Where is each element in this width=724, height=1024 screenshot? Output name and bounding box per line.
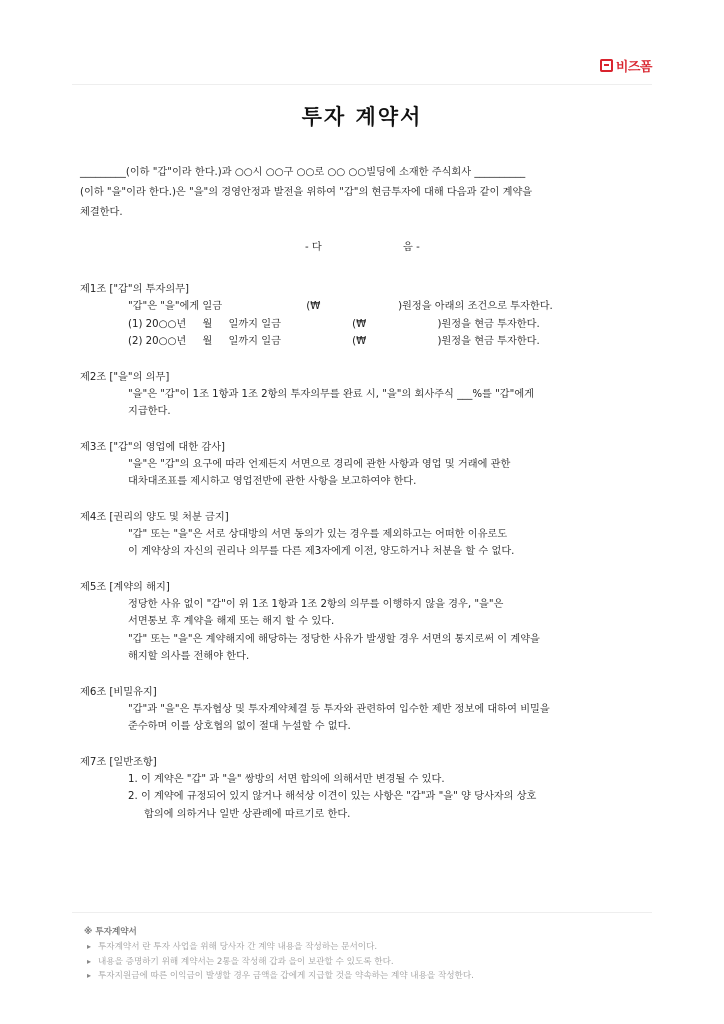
article-5 [80, 579, 650, 666]
article-1 [80, 281, 650, 351]
article-6 [80, 684, 650, 736]
da-text: - 다 [305, 242, 322, 253]
article-title: 제5조 [계약의 해지] [80, 581, 170, 593]
intro-line: _________(이하 "갑"이라 한다.)과 ○○시 ○○구 ○○로 ○○ ○○빌딩에 소재한 주식회사 __________ [80, 167, 526, 178]
article-line: 합의에 의하거나 일반 상관례에 따르기로 한다. [144, 808, 351, 820]
article-line: (1) 20○○년 월 일까지 일금 (₩ )원정을 현금 투자한다. [128, 318, 540, 330]
intro-line: 체결한다. [80, 207, 123, 218]
article-line: (2) 20○○년 월 일까지 일금 (₩ )원정을 현금 투자한다. [128, 336, 540, 347]
footer-divider [72, 912, 652, 913]
article-title: 제1조 ["갑"의 투자의무] [80, 284, 190, 295]
article-4 [80, 509, 650, 561]
article-line: 정당한 사유 없이 "갑"이 위 1조 1항과 1조 2항의 의무를 이행하지 않을 경우, "을"은 [128, 598, 504, 610]
note-item: ▸ 내용을 증명하기 위해 계약서는 2통을 작성해 갑과 을이 보관할 수 있도록 한다. [84, 955, 474, 970]
document-title: 투자 계약서 [301, 105, 423, 129]
article-line: 서면통보 후 계약을 해제 또는 해지 할 수 있다. [128, 616, 335, 627]
article-line: "갑"은 "을"에게 일금 (₩ )원정을 아래의 조건으로 투자한다. [128, 301, 553, 312]
article-line: 1. 이 계약은 "갑" 과 "을" 쌍방의 서면 합의에 의해서만 변경될 수 있다. [128, 773, 445, 785]
article-line: "갑" 또는 "을"은 계약해지에 해당하는 정당한 사유가 발생할 경우 서면의 통지로써 이 계약을 [128, 633, 540, 645]
article-line: 대차대조표를 제시하고 영업전반에 관한 사항을 보고하여야 한다. [128, 476, 417, 487]
header-divider [72, 84, 652, 85]
article-line: "갑" 또는 "을"은 서로 상대방의 서면 동의가 있는 경우를 제외하고는 어떠한 이유로도 [128, 528, 508, 540]
article-2 [80, 369, 650, 421]
usage-note [84, 925, 474, 984]
articles-list [80, 281, 650, 841]
article-title: 제3조 ["갑"의 영업에 대한 감사] [80, 441, 226, 453]
article-title: 제2조 ["을"의 의무] [80, 371, 170, 383]
article-line: 준수하며 이를 상호협의 없이 절대 누설할 수 없다. [128, 721, 351, 732]
article-title: 제7조 [일반조항] [80, 756, 157, 768]
logo-text: 비즈폼 [615, 60, 652, 75]
brand-logo [600, 56, 652, 75]
intro-paragraph [80, 163, 640, 223]
article-line: 2. 이 계약에 규정되어 있지 않거나 해석상 이견이 있는 사항은 "갑"과 "을" 양 당사자의 상호 [128, 791, 537, 802]
eum-text: 음 - [403, 242, 420, 253]
note-item: ▸ 투자계약서 란 투자 사업을 위해 당사자 간 계약 내용을 작성하는 문서이다. [84, 940, 474, 955]
note-list [84, 940, 474, 984]
article-title: 제4조 [권리의 양도 및 처분 금지] [80, 511, 229, 523]
article-7 [80, 754, 650, 824]
article-line: "을"은 "갑"이 1조 1항과 1조 2항의 투자의무를 완료 시, "을"의 회사주식 ___%를 "갑"에게 [128, 388, 535, 400]
article-line: "갑"과 "을"은 투자협상 및 투자계약체결 등 투자와 관련하여 입수한 제반 정보에 대하여 비밀을 [128, 703, 550, 715]
article-title: 제6조 [비밀유지] [80, 686, 157, 698]
intro-line: (이하 "을"이라 한다.)은 "을"의 경영안정과 발전을 위하여 "갑"의 현금투자에 대해 다음과 같이 계약을 [80, 187, 533, 198]
note-title: ※ 투자계약서 [84, 927, 137, 937]
article-line: 지급한다. [128, 406, 171, 417]
article-line: "을"은 "갑"의 요구에 따라 언제든지 서면으로 경리에 관한 사항과 영업 및 거래에 관한 [128, 458, 511, 470]
note-item: ▸ 투자지원금에 따른 이익금이 발생할 경우 금액을 갑에게 지급할 것을 약속하는 계약 내용을 작성한다. [84, 969, 474, 984]
article-3 [80, 439, 650, 491]
bizforms-logo-icon [600, 59, 613, 72]
article-line: 이 계약상의 자신의 권리나 의무를 다른 제3자에게 이전, 양도하거나 처분을 할 수 없다. [128, 546, 515, 557]
article-line: 해지할 의사를 전해야 한다. [128, 651, 250, 662]
